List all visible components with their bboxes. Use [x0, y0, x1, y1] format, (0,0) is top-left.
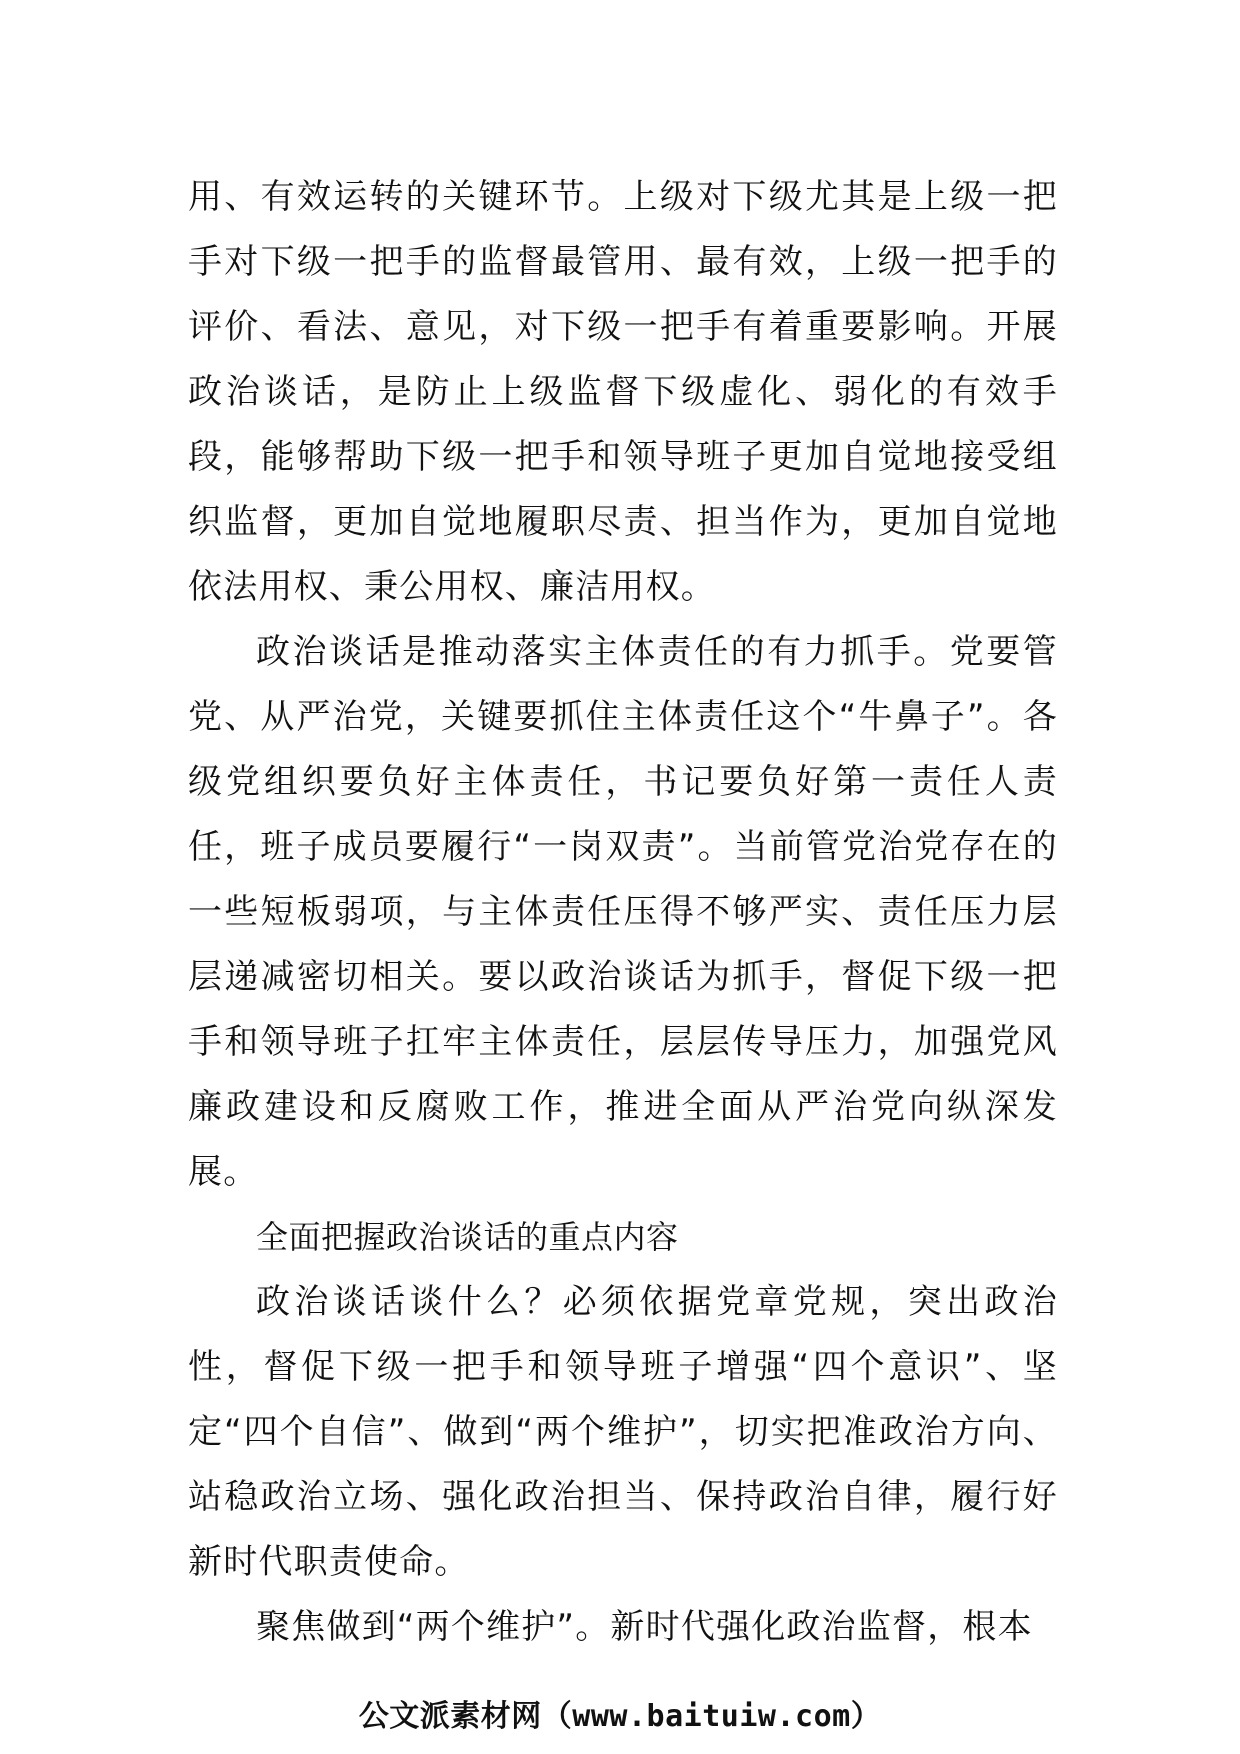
paragraph-two-safeguards: 聚焦做到“两个维护”。新时代强化政治监督，根本	[256, 1607, 1033, 1647]
footer-site-name: 公文派素材网	[358, 1699, 542, 1734]
paragraph-talk-content: 政治谈话谈什么？必须依据党章党规，突出政治性，督促下级一把手和领导班子增强“四个意识”、坚定“四个自信”、做到“两个维护”，切实把准政治方向、站稳政治立场、强化政治担当、保持政治自律，履行好新时代职责使命。	[188, 1282, 1058, 1582]
footer-url: （www.baituiw.com）	[541, 1699, 882, 1734]
footer-watermark	[0, 1697, 1240, 1737]
paragraph-main-responsibility: 政治谈话是推动落实主体责任的有力抓手。党要管党、从严治党，关键要抓住主体责任这个“牛鼻子”。各级党组织要负好主体责任，书记要负好第一责任人责任，班子成员要履行“一岗双责”。当前管党治党存在的一些短板弱项，与主体责任压得不够严实、责任压力层层递减密切相关。要以政治谈话为抓手，督促下级一把手和领导班子扛牢主体责任，层层传导压力，加强党风廉政建设和反腐败工作，推进全面从严治党向纵深发展。	[188, 632, 1058, 1192]
paragraph-continuation: 用、有效运转的关键环节。上级对下级尤其是上级一把手对下级一把手的监督最管用、最有效，上级一把手的评价、看法、意见，对下级一把手有着重要影响。开展政治谈话，是防止上级监督下级虚化、弱化的有效手段，能够帮助下级一把手和领导班子更加自觉地接受组织监督，更加自觉地履职尽责、担当作为，更加自觉地依法用权、秉公用权、廉洁用权。	[188, 177, 1058, 607]
document-body	[188, 165, 1058, 1660]
section-heading: 全面把握政治谈话的重点内容	[256, 1218, 679, 1256]
